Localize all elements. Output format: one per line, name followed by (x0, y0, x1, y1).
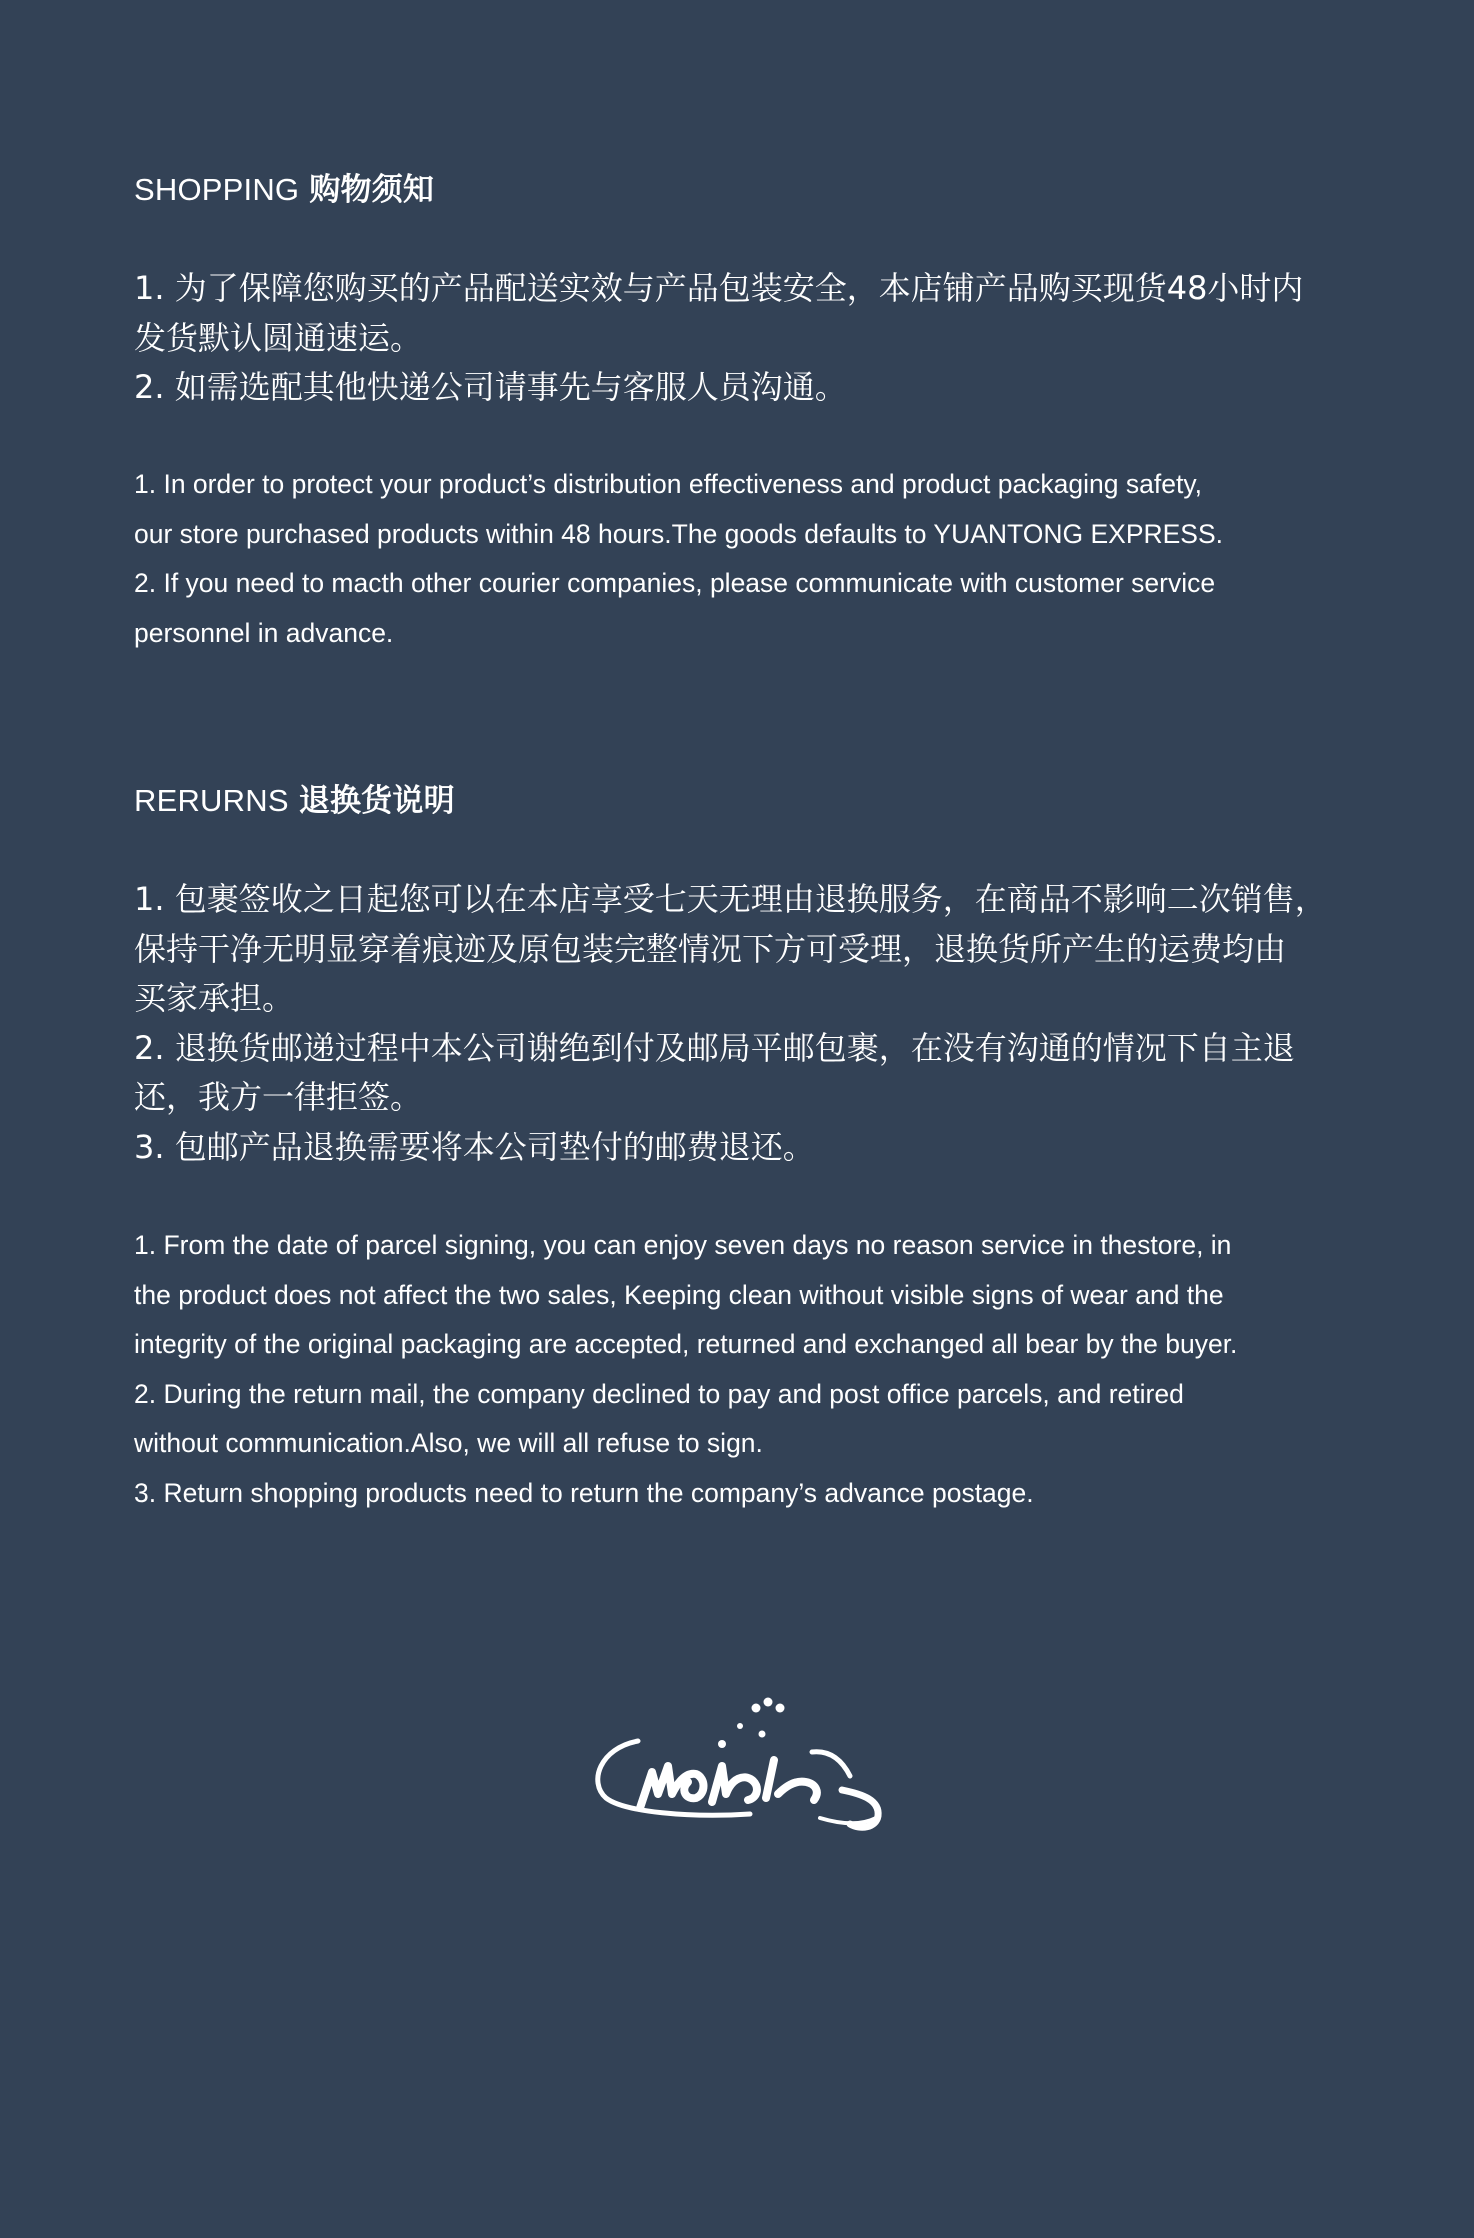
shopping-zh-line: 1. 为了保障您购买的产品配送实效与产品包装安全，本店铺产品购买现货48小时内 (134, 269, 1304, 307)
shopping-zh-list (134, 264, 1338, 413)
returns-zh-line: 2. 退换货邮递过程中本公司谢绝到付及邮局平邮包裹，在没有沟通的情况下自主退 (134, 1028, 1295, 1067)
returns-zh-notes (134, 875, 1338, 1172)
returns-en-line: 1. From the date of parcel signing, you can enjoy seven days no reason service in thestore, in (134, 1230, 1232, 1260)
shopping-en-line: our store purchased products within 48 hours.The goods defaults to YUANTONG EXPRESS. (134, 518, 1224, 549)
shopping-zh-notes (134, 264, 1338, 413)
shopping-en-list (134, 460, 1338, 658)
returns-en-line: the product does not affect the two sales, Keeping clean without visible signs of wear and the (134, 1279, 1224, 1310)
shopping-en-line: 2. If you need to macth other courier companies, please communicate with customer service (134, 568, 1216, 598)
returns-zh-line: 还，我方一律拒签。 (134, 1078, 423, 1116)
returns-en-notes (134, 1221, 1338, 1518)
shopping-section (134, 170, 1338, 210)
returns-en-line: integrity of the original packaging are accepted, returned and exchanged all bear by the buyer. (134, 1329, 1238, 1359)
shopping-en-line: personnel in advance. (134, 617, 394, 648)
shopping-heading-zh: 购物须知 (309, 172, 435, 208)
shopping-zh-line: 发货默认圆通速运。 (134, 318, 423, 357)
returns-zh-line: 保持干净无明显穿着痕迹及原包装完整情况下方可受理，退换货所产生的运费均由 (134, 929, 1287, 968)
returns-en-line: 2. During the return mail, the company declined to pay and post office parcels, and retired (134, 1378, 1184, 1409)
shopping-heading-en: SHOPPING (134, 172, 300, 207)
returns-en-list (134, 1221, 1338, 1518)
returns-zh-line: 3. 包邮产品退换需要将本公司垫付的邮费退还。 (134, 1127, 815, 1166)
shopping-zh-line: 2. 如需选配其他快递公司请事先与客服人员沟通。 (134, 368, 847, 406)
returns-en-line: without communication.Also, we will all refuse to sign. (134, 1428, 763, 1458)
returns-zh-list (134, 875, 1338, 1172)
brand-logo (580, 1690, 900, 1840)
returns-heading-en: RERURNS (134, 783, 289, 818)
calligraphy-logo-icon (580, 1690, 900, 1840)
shopping-en-line: 1. In order to protect your product’s distribution effectiveness and product packaging safety, (134, 469, 1202, 499)
shopping-en-notes (134, 460, 1338, 658)
returns-heading (134, 781, 1338, 821)
shopping-heading (134, 170, 1338, 210)
returns-heading-zh: 退换货说明 (298, 783, 455, 819)
returns-en-line: 3. Return shopping products need to return the company’s advance postage. (134, 1477, 1034, 1508)
returns-zh-line: 买家承担。 (134, 979, 295, 1017)
returns-zh-line: 1. 包裹签收之日起您可以在本店享受七天无理由退换服务，在商品不影响二次销售， (134, 880, 1327, 918)
returns-section (134, 781, 1338, 821)
